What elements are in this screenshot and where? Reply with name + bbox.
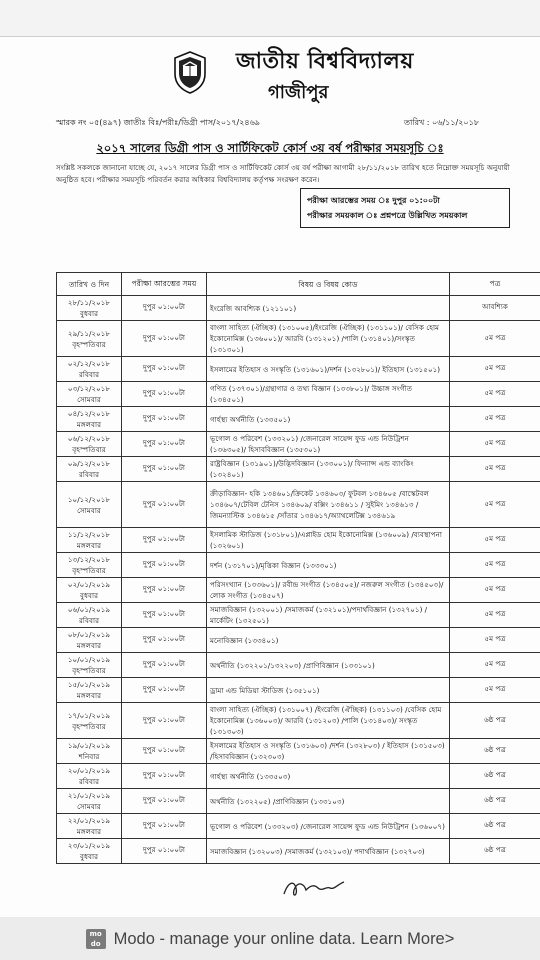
table-row	[57, 603, 540, 628]
table-row	[57, 678, 540, 703]
exam-time: দুপুর ০১:০০টা	[122, 703, 207, 739]
ad-banner[interactable]	[0, 918, 540, 960]
date-cell	[57, 578, 122, 603]
table-row	[57, 739, 540, 764]
exam-paper: ৫ম পত্র	[450, 628, 540, 653]
university-logo	[172, 50, 208, 94]
exam-day: রবিবার	[78, 616, 100, 625]
header-paper: পত্র	[450, 273, 540, 296]
date-cell	[57, 603, 122, 628]
exam-time: দুপুর ০১:০০টা	[122, 528, 207, 553]
date-cell	[57, 482, 122, 528]
exam-date: ০৩/১২/২০১৮	[67, 384, 111, 393]
table-row	[57, 814, 540, 839]
exam-time: দুপুর ০১:০০টা	[122, 357, 207, 382]
header-subject: বিষয় ও বিষয় কোড	[207, 273, 450, 296]
exam-date: ১০/১২/২০১৮	[67, 494, 111, 504]
table-row	[57, 296, 540, 321]
exam-date: ২১/০১/২০১৯	[67, 791, 111, 800]
exam-paper: ৫ম পত্র	[450, 528, 540, 553]
exam-day: বৃহস্পতিবার	[72, 339, 106, 349]
modo-logo-icon: mo do	[86, 929, 106, 949]
notice-date: তারিখ : ০৬/১১/২০১৮	[404, 118, 480, 127]
signature	[280, 876, 350, 900]
exam-timing-box	[300, 188, 510, 228]
exam-date: ২৩/০১/২০১৯	[67, 841, 111, 850]
exam-time: দুপুর ০১:০০টা	[122, 628, 207, 653]
exam-time: দুপুর ০১:০০টা	[122, 296, 207, 321]
exam-paper: ৫ম পত্র	[450, 321, 540, 357]
exam-schedule-table	[56, 272, 540, 864]
top-bar	[0, 0, 540, 36]
exam-date: ২৯/১১/২০১৮	[67, 328, 111, 338]
exam-subject: গার্হস্থ্য অর্থনীতি (১৩৩৫০১)	[207, 407, 450, 432]
exam-subject: ড্রামা এন্ড মিডিয়া স্টাডিজ (১৩৫১০১)	[207, 678, 450, 703]
table-row	[57, 357, 540, 382]
exam-paper: আবশ্যিক	[450, 296, 540, 321]
exam-time: দুপুর ০১:০০টা	[122, 764, 207, 789]
exam-time: দুপুর ০১:০০টা	[122, 603, 207, 628]
exam-paper: ৬ষ্ঠ পত্র	[450, 839, 540, 864]
exam-paper: ৫ম পত্র	[450, 457, 540, 482]
table-row	[57, 653, 540, 678]
table-row	[57, 457, 540, 482]
exam-subject: ইসলামের ইতিহাস ও সংস্কৃতি (১৩১৬০১)/দর্শন (১৩২৮০১)/ ইতিহাস (১৩১৫০১)	[207, 357, 450, 382]
header-time: পরীক্ষা আরম্ভের সময়	[122, 273, 207, 296]
exam-subject: ভূগোল ও পরিবেশ (১৩৩২০৩) /জেনারেল সায়েন্স ফুড এন্ড নিউট্রিশন (১৩৬০০৭)	[207, 814, 450, 839]
exam-time: দুপুর ০১:০০টা	[122, 578, 207, 603]
exam-day: রবিবার	[78, 470, 100, 479]
exam-date: ১৩/১২/২০১৮	[67, 555, 111, 564]
exam-paper: ৫ম পত্র	[450, 357, 540, 382]
table-row	[57, 578, 540, 603]
university-city: গাজীপুর	[268, 82, 329, 103]
table-row	[57, 764, 540, 789]
date-cell	[57, 814, 122, 839]
table-row	[57, 382, 540, 407]
notice-title: ২০১৭ সালের ডিগ্রী পাস ও সার্টিফিকেট কোর্স ৩য় বর্ষ পরীক্ষার সময়সূচি ঃ	[96, 141, 444, 155]
date-cell	[57, 839, 122, 864]
exam-day: সোমবার	[77, 505, 101, 515]
exam-date: ০৬/০১/২০১৯	[67, 605, 111, 614]
exam-time: দুপুর ০১:০০টা	[122, 839, 207, 864]
exam-paper: ৬ষ্ঠ পত্র	[450, 814, 540, 839]
exam-subject: ইসলামিক স্টাডিজ (১৩১৮০১)/এপ্লাইড হোম ইকোনোমিক্স (১৩৬০০৯) /ব্যবস্থাপনা (১৩২৬০১)	[207, 528, 450, 553]
exam-paper: ৬ষ্ঠ পত্র	[450, 764, 540, 789]
exam-date: ১৭/০১/২০১৯	[67, 710, 111, 720]
table-row	[57, 553, 540, 578]
table-row	[57, 407, 540, 432]
exam-paper: ৫ম পত্র	[450, 482, 540, 528]
date-cell	[57, 653, 122, 678]
exam-day: শনিবার	[78, 752, 100, 761]
exam-date: ২৮/১১/২০১৮	[67, 298, 111, 307]
exam-day: বুধবার	[79, 852, 99, 861]
exam-time: দুপুর ০১:০০টা	[122, 432, 207, 457]
table-row	[57, 628, 540, 653]
table-row	[57, 839, 540, 864]
exam-day: রবিবার	[78, 370, 100, 379]
exam-date: ০২/১২/২০১৮	[67, 359, 111, 368]
table-row	[57, 432, 540, 457]
exam-start-time: পরীক্ষা আরম্ভের সময় ঃ দুপুর ০১:০০টা	[307, 196, 440, 205]
exam-date: ২০/০১/২০১৯	[67, 766, 111, 775]
exam-paper: ৫ম পত্র	[450, 678, 540, 703]
exam-day: মঙ্গলবার	[76, 541, 102, 550]
table-header-row	[57, 273, 540, 296]
date-cell	[57, 407, 122, 432]
date-cell	[57, 528, 122, 553]
exam-day: সোমবার	[77, 395, 101, 404]
exam-subject: বাংলা সাহিত্য (ঐচ্ছিক) (১৩১০০৭) /ইংরেজি (ঐচ্ছিক) (১৩১১০৩) /বেসিক হোম ইকোনোমিক্স (১৩৬০০৩)/ আরবি (১৩১২০৩) /পালি (১৩১৪০৩)/ সংস্কৃত (১৩১৩০৩)	[207, 703, 450, 739]
exam-day: রবিবার	[78, 777, 100, 786]
exam-time: দুপুর ০১:০০টা	[122, 678, 207, 703]
exam-paper: ৫ম পত্র	[450, 382, 540, 407]
exam-paper: ৫ম পত্র	[450, 653, 540, 678]
exam-time: দুপুর ০১:০০টা	[122, 814, 207, 839]
date-cell	[57, 553, 122, 578]
exam-time: দুপুর ০১:০০টা	[122, 739, 207, 764]
exam-day: সোমবার	[77, 802, 101, 811]
ad-text[interactable]: Modo - manage your online data. Learn More>	[113, 929, 455, 948]
exam-subject: ইসলামের ইতিহাস ও সংস্কৃতি (১৩১৬০৩) /দর্শন (১৩২৮০৩) / ইতিহাস (১৩১৫০৩) /হিসাববিজ্ঞান (১৩২৩০৩)	[207, 739, 450, 764]
exam-day: বৃহস্পতিবার	[72, 666, 106, 675]
exam-date: ১৯/০১/২০১৯	[67, 741, 111, 750]
exam-paper: ৫ম পত্র	[450, 432, 540, 457]
exam-date: ০৬/১২/২০১৮	[67, 434, 111, 443]
exam-day: বুধবার	[79, 591, 99, 600]
memo-number: স্মারক নং ০৫(৪৯৭) জাতীঃ বিঃ/পরীঃ/ডিগ্রী পাস/২০১৭/২৪৬৯	[56, 118, 261, 127]
exam-time: দুপুর ০১:০০টা	[122, 482, 207, 528]
table-row	[57, 482, 540, 528]
exam-date: ০২/০১/২০১৯	[67, 580, 111, 589]
exam-time: দুপুর ০১:০০টা	[122, 457, 207, 482]
exam-paper: ৬ষ্ঠ পত্র	[450, 739, 540, 764]
exam-subject: মনোবিজ্ঞান (১৩৩৪০১)	[207, 628, 450, 653]
exam-time: দুপুর ০১:০০টা	[122, 789, 207, 814]
exam-day: বুধবার	[79, 309, 99, 318]
exam-subject: রাষ্ট্রবিজ্ঞান (১৩১৯০১)/উদ্ভিদবিজ্ঞান (১৩৩০০১)/ ফিন্যান্স এন্ড ব্যাংকিং (১৩২৪০১)	[207, 457, 450, 482]
exam-day: মঙ্গলবার	[76, 691, 102, 700]
date-cell	[57, 764, 122, 789]
notice-intro: সংশ্লিষ্ট সকলকে জানানো যাচ্ছে যে, ২০১৭ সালের ডিগ্রী পাস ও সার্টিফিকেট কোর্স ৩য় বর্ষ পরীক্ষা আগামী ২৮/১১/২০১৮ তারিখ হতে নিম্নোক্ত সময়সূচি অনুযায়ী অনুষ্ঠিত হবে। পরীক্ষার সময়সূচি পরিবর্তন করার অধিকার বিশ্ববিদ্যালয় কর্তৃপক্ষ সংরক্ষণ করেন।	[56, 163, 510, 184]
table-row	[57, 789, 540, 814]
exam-subject: অর্থনীতি (১৩২২০১/১৩২২০৩) /প্রাণিবিজ্ঞান (১৩৩১০১)	[207, 653, 450, 678]
date-cell	[57, 296, 122, 321]
exam-subject: ক্রীড়াবিজ্ঞান- হকি ১৩৪৬০১/ক্রিকেট ১৩৪৬০৩/ ফুটবল ১৩৪৬০৫ /বাস্কেটবল ১৩৪৬০৭/টেবিল টেনিস ১৩৪৬০৯/ বক্সিং ১৩৪৬১১ / সুইমিং ১৩৪৬১৩ /জিমন্যাস্টিক ১৩৪৬১৫ /সাঁতার ১৩৪৬১৭/অ্যাথলেটিক্স ১৩৪৬১৯	[207, 482, 450, 528]
date-cell	[57, 678, 122, 703]
exam-date: ০৯/১২/২০১৮	[67, 459, 111, 468]
exam-time: দুপুর ০১:০০টা	[122, 407, 207, 432]
table-row	[57, 321, 540, 357]
date-cell	[57, 382, 122, 407]
exam-date: ০৮/০১/২০১৯	[67, 630, 111, 639]
exam-date: ১৫/০১/২০১৯	[67, 680, 111, 689]
exam-date: ১০/০১/২০১৯	[67, 655, 111, 664]
exam-subject: পরিসংখ্যান (১৩৩৬০১)/ রবীন্দ্র সংগীত (১৩৪৫০৫)/ নজরুল সংগীত (১৩৪৫০৩)/লোক সংগীত (১৩৪৫০৭)	[207, 578, 450, 603]
date-cell	[57, 432, 122, 457]
exam-paper: ৬ষ্ঠ পত্র	[450, 789, 540, 814]
exam-paper: ৫ম পত্র	[450, 603, 540, 628]
exam-paper: ৬ষ্ঠ পত্র	[450, 703, 540, 739]
exam-date: ০৪/১২/২০১৮	[67, 409, 111, 418]
date-cell	[57, 789, 122, 814]
exam-subject: অর্থনীতি (১৩২২০৫) /প্রাণিবিজ্ঞান (১৩৩১০৩)	[207, 789, 450, 814]
exam-paper: ৫ম পত্র	[450, 578, 540, 603]
exam-subject: সমাজবিজ্ঞান (১৩২০০১) /সমাজকর্ম (১৩২১০১)/পদার্থবিজ্ঞান (১৩২৭০১) /মার্কেটিং (১৩২৫০১)	[207, 603, 450, 628]
exam-time: দুপুর ০১:০০টা	[122, 321, 207, 357]
header-date: তারিখ ও দিন	[57, 273, 122, 296]
date-cell	[57, 321, 122, 357]
date-cell	[57, 703, 122, 739]
exam-date: ১১/১২/২০১৮	[67, 530, 111, 539]
exam-day: মঙ্গলবার	[76, 827, 102, 836]
exam-subject: ইংরেজি আবশ্যিক (১২১১০১)	[207, 296, 450, 321]
exam-day: বৃহস্পতিবার	[72, 566, 106, 575]
date-cell	[57, 357, 122, 382]
date-cell	[57, 628, 122, 653]
exam-paper: ৫ম পত্র	[450, 553, 540, 578]
exam-day: বৃহস্পতিবার	[72, 445, 106, 454]
date-cell	[57, 739, 122, 764]
exam-subject: গণিত (১৩৭৩০১)/গ্রন্থাগার ও তথ্য বিজ্ঞান (১৩৩৮০১)/ উচ্চাঙ্গ সংগীত (১৩৪৫০১)	[207, 382, 450, 407]
exam-day: বৃহস্পতিবার	[72, 721, 106, 731]
exam-subject: দর্শন (১৩১৭০১)/মৃত্তিকা বিজ্ঞান (১৩৩৩০১)	[207, 553, 450, 578]
exam-time: দুপুর ০১:০০টা	[122, 553, 207, 578]
exam-subject: ভূগোল ও পরিবেশ (১৩৩২০১) /জেনারেল সায়েন্স ফুড এন্ড নিউট্রিশন (১৩৬৩০৫)/ হিসাববিজ্ঞান (১৩৫৩০১)	[207, 432, 450, 457]
exam-time: দুপুর ০১:০০টা	[122, 382, 207, 407]
exam-subject: গার্হস্থ্য অর্থনীতি (১৩৩৫০৩)	[207, 764, 450, 789]
exam-duration: পরীক্ষার সময়কাল ঃ প্রশ্নপত্রে উল্লিখিত সময়কাল	[307, 211, 468, 220]
exam-subject: বাংলা সাহিত্য (ঐচ্ছিক) (১৩১০০৫)/ইংরেজি (ঐচ্ছিক) (১৩১১০১)/ বেসিক হোম ইকোনোমিক্স (১৩৬০০১)/ আরবি (১৩১২০১) /পালি (১৩১৪০১)/সংস্কৃত (১৩১৩০১)	[207, 321, 450, 357]
exam-paper: ৫ম পত্র	[450, 407, 540, 432]
exam-day: মঙ্গলবার	[76, 641, 102, 650]
exam-day: মঙ্গলবার	[76, 420, 102, 429]
exam-subject: সমাজবিজ্ঞান (১৩২০০৩) /সমাজকর্ম (১৩২১০৩)/ পদার্থবিজ্ঞান (১৩২৭০৩)	[207, 839, 450, 864]
date-cell	[57, 457, 122, 482]
exam-date: ২২/০১/২০১৯	[67, 816, 111, 825]
university-name: জাতীয় বিশ্ববিদ্যালয়	[236, 49, 414, 74]
exam-time: দুপুর ০১:০০টা	[122, 653, 207, 678]
table-row	[57, 528, 540, 553]
table-row	[57, 703, 540, 739]
